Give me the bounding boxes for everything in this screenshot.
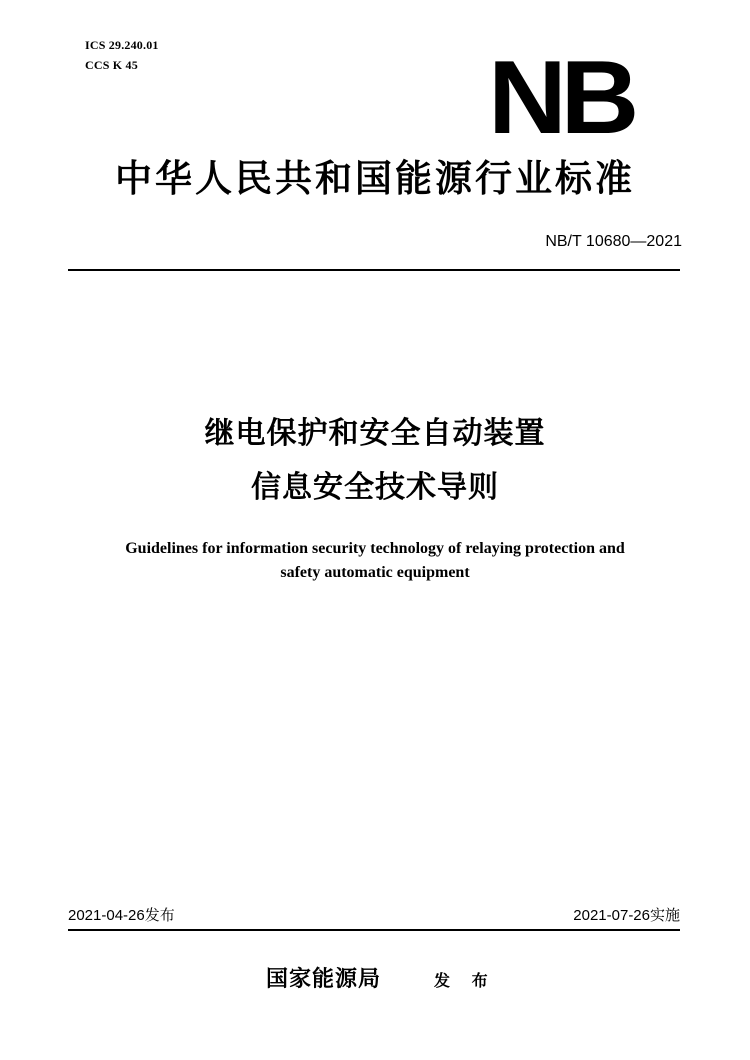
bottom-divider <box>68 929 680 931</box>
chinese-title-line1: 继电保护和安全自动装置 <box>204 416 546 451</box>
standard-category-title: 中华人民共和国能源行业标准 <box>115 157 635 200</box>
publisher-name: 国家能源局 <box>266 967 382 992</box>
publish-label: 发 布 <box>434 971 496 990</box>
standard-number: NB/T 10680—2021 <box>545 233 682 250</box>
chinese-title-line2: 信息安全技术导则 <box>251 470 499 505</box>
ics-code: ICS 29.240.01 <box>85 38 159 52</box>
implementation-date: 2021-07-26实施 <box>573 907 680 924</box>
ccs-code: CCS K 45 <box>85 58 138 72</box>
english-title-line2: safety automatic equipment <box>280 564 470 581</box>
nb-logo: NB <box>488 40 634 156</box>
issue-date: 2021-04-26发布 <box>68 907 175 924</box>
english-title-line1: Guidelines for information security technology of relaying protection and <box>125 540 625 557</box>
top-divider <box>68 269 680 271</box>
